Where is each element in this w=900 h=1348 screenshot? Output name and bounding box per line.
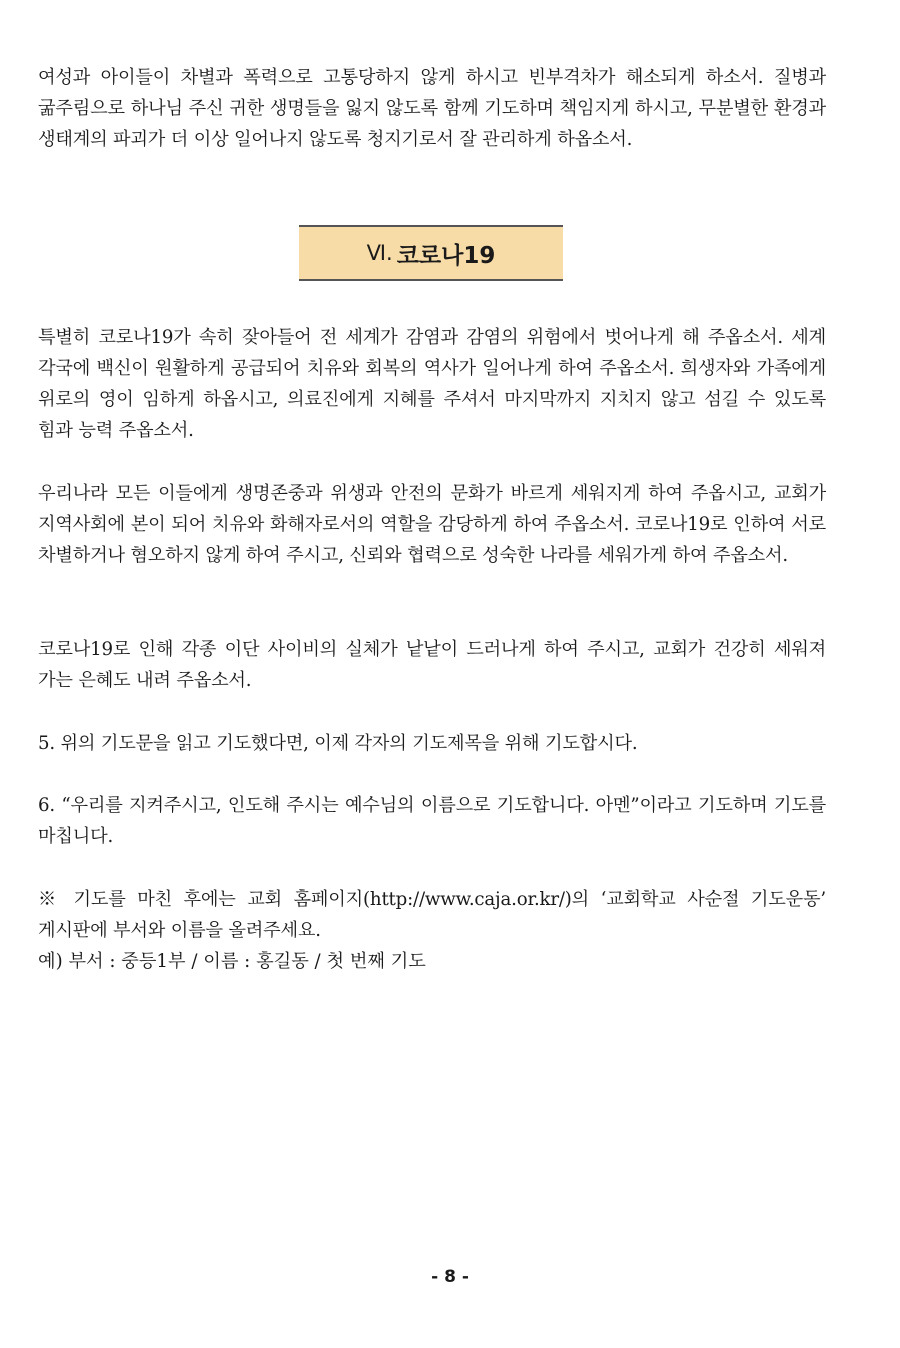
paragraph-text: 코로나19로 인해 각종 이단 사이비의 실체가 낱낱이 드러나게 하여 주시고, 교회가 건강히 세워져 가는 은혜도 내려 주옵소서. bbox=[38, 639, 826, 691]
paragraph-text: 우리나라 모든 이들에게 생명존중과 위생과 안전의 문화가 바르게 세워지게 하여 주옵시고, 교회가 지역사회에 본이 되어 치유와 화해자로서의 역할을 감당하게 하여 주옵소서. 코로나19로 인하여 서로 차별하거나 혐오하지 않게 하여 주시고, 신뢰와 협력으로 성숙한 나라를 세워가게 하여 주옵소서. bbox=[38, 483, 826, 566]
instruction-step-6 bbox=[38, 790, 826, 852]
note-text: ※ 기도를 마친 후에는 교회 홈페이지(http://www.caja.or.kr/)의 ‘교회학교 사순절 기도운동’ 게시판에 부서와 이름을 올려주세요. bbox=[38, 889, 826, 941]
covid-paragraph-2 bbox=[38, 478, 826, 571]
section-heading bbox=[299, 225, 563, 281]
instruction-step-5 bbox=[38, 728, 826, 759]
covid-paragraph-3 bbox=[38, 634, 826, 696]
page-number: - 8 - bbox=[431, 1267, 469, 1287]
submission-note bbox=[38, 884, 826, 977]
paragraph-text: 5. 위의 기도문을 읽고 기도했다면, 이제 각자의 기도제목을 위해 기도합시다. bbox=[38, 733, 638, 754]
paragraph-text: 6. “우리를 지켜주시고, 인도해 주시는 예수님의 이름으로 기도합니다. 아멘”이라고 기도하며 기도를 마칩니다. bbox=[38, 795, 826, 847]
section-title: 코로나19 bbox=[396, 242, 496, 269]
intro-paragraph: 여성과 아이들이 차별과 폭력으로 고통당하지 않게 하시고 빈부격차가 해소되게 하소서. 질병과 굶주림으로 하나님 주신 귀한 생명들을 잃지 않도록 함께 기도하며 책임지게 하시고, 무분별한 환경과 생태계의 파괴가 더 이상 일어나지 않도록 청지기로서 잘 관리하게 하옵소서. bbox=[38, 67, 826, 150]
example-text: 예) 부서 : 중등1부 / 이름 : 홍길동 / 첫 번째 기도 bbox=[38, 951, 426, 972]
covid-paragraph-1 bbox=[38, 322, 826, 446]
paragraph-text: 특별히 코로나19가 속히 잦아들어 전 세계가 감염과 감염의 위험에서 벗어나게 해 주옵소서. 세계 각국에 백신이 원활하게 공급되어 치유와 회복의 역사가 일어나게 하여 주옵소서. 희생자와 가족에게 위로의 영이 임하게 하옵시고, 의료진에게 지혜를 주셔서 마지막까지 지치지 않고 섬길 수 있도록 힘과 능력 주옵소서. bbox=[38, 327, 826, 441]
section-number: Ⅵ. bbox=[366, 241, 393, 265]
